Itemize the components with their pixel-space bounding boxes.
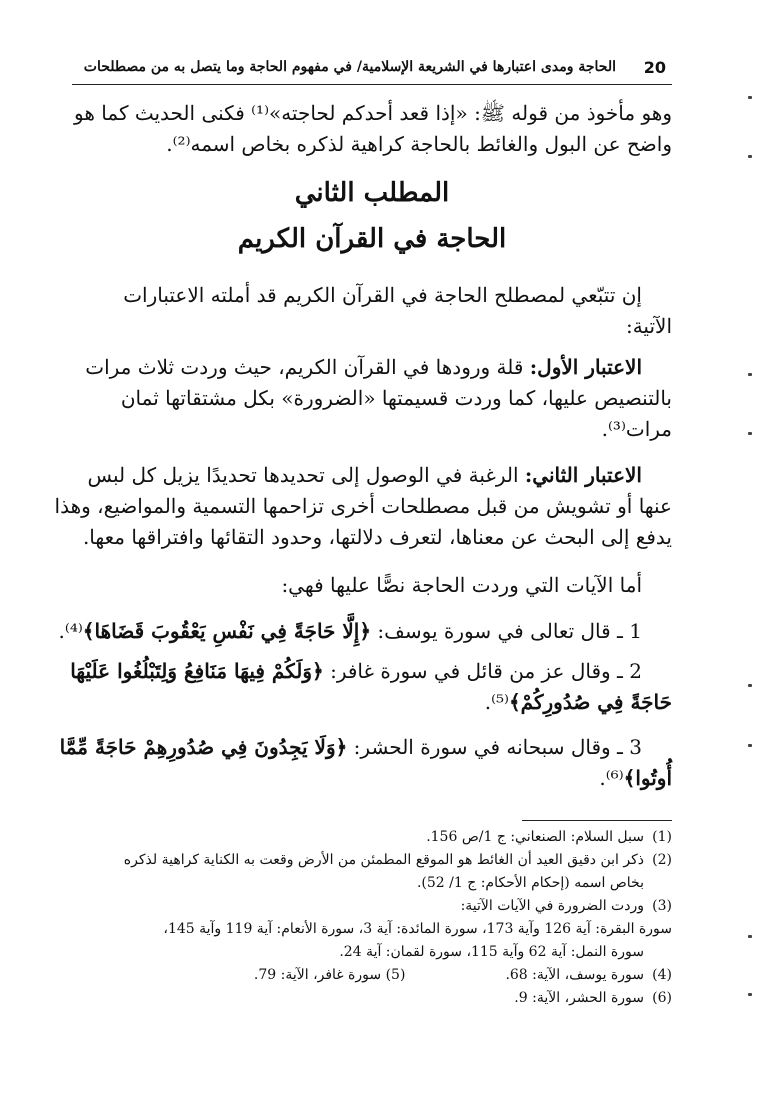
- section-subtitle: الحاجة في القرآن الكريم: [237, 224, 507, 254]
- footnote-6: [72, 987, 672, 1010]
- paragraph-3: [54, 460, 672, 553]
- footnote-3-cont-2: سورة النمل: آية 62 وآية 115، سورة لقمان: آية 24.: [339, 944, 644, 960]
- footnote-number: (4): [652, 967, 672, 983]
- footnote-number: (6): [652, 990, 672, 1006]
- p3-line-1-text: الرغبة في الوصول إلى تحديدها تحديدًا يزيل كل لبس: [87, 463, 525, 487]
- verse-2: [72, 656, 672, 718]
- p2-line-1: [72, 352, 672, 383]
- p3-label: الاعتبار الثاني:: [524, 463, 642, 487]
- intro-paragraph: [72, 98, 672, 160]
- footnote-text: سورة يوسف، الآية: 68.: [505, 967, 644, 983]
- footnote-3-cont-1: سورة البقرة: آية 126 وآية 173، سورة المائدة: آية 3، سورة الأنعام: آية 119 وآية 145،: [163, 921, 672, 937]
- verse-2-line-2: [72, 687, 672, 718]
- verse-3-line-1: [59, 732, 672, 763]
- footnotes: [72, 826, 672, 1010]
- margin-mark: [748, 684, 752, 687]
- p2-line-1-text: قلة ورودها في القرآن الكريم، حيث وردت ثلاث مرات: [85, 355, 530, 379]
- p3-line-3: يدفع إلى البحث عن معناها، لتعرف دلالتها، وحدود التقائها وافتراقها معها.: [82, 525, 672, 549]
- footnote-text: سورة الحشر، الآية: 9.: [514, 990, 644, 1006]
- verse-3-quote-1: ﴿وَلَا يَجِدُونَ فِي صُدُورِهِمْ حَاجَةً مِّمَّا: [59, 735, 348, 759]
- footnote-2-cont: بخاص اسمه (إحكام الأحكام: ج 1/ 52).: [416, 875, 644, 891]
- verse-3: [59, 732, 672, 794]
- verse-3-line-2: [72, 763, 672, 794]
- verse-2-line-1: [72, 656, 672, 687]
- footnote-1: [72, 826, 672, 849]
- verse-1-intro: 1 ـ قال تعالى في سورة يوسف:: [371, 619, 642, 643]
- margin-mark: [748, 744, 752, 747]
- p2-line-2: بالتنصيص عليها، كما وردت قسيمتها «الضرورة» بكل مشتقاتها ثمان: [120, 386, 672, 410]
- intro-line-1: وهو مأخوذ من قوله ﷺ: «إذا قعد أحدكم لحاجته»⁽¹⁾ فكنى الحديث كما هو: [74, 101, 672, 125]
- paragraph-4: [72, 570, 672, 601]
- verse-1: [58, 616, 672, 647]
- intro-line-2: واضح عن البول والغائط بالحاجة كراهية لذكره بخاص اسمه⁽²⁾.: [166, 132, 672, 156]
- footnote-text: وردت الضرورة في الآيات الآتية:: [460, 898, 644, 914]
- footnote-2: [72, 849, 672, 872]
- p3-line-2: عنها أو تشويش من قبل مصطلحات أخرى تزاحمها التسمية والمواضيع، وهذا: [54, 494, 672, 518]
- running-title: الحاجة ومدى اعتبارها في الشريعة الإسلامية/ في مفهوم الحاجة وما يتصل به من مصطلحات: [83, 59, 616, 75]
- footnote-divider: [522, 820, 672, 821]
- verse-2-ref: ⁽⁵⁾.: [484, 690, 509, 714]
- footnote-number: (1): [652, 829, 672, 845]
- verse-3-quote-2: أُوتُوا﴾: [623, 766, 672, 790]
- p3-line-1: [72, 460, 672, 491]
- footnote-number: (3): [652, 898, 672, 914]
- footnote-3: [72, 895, 672, 918]
- verse-2-intro: 2 ـ وقال عز من قائل في سورة غافر:: [323, 659, 642, 683]
- margin-mark: [748, 935, 752, 938]
- margin-mark: [748, 155, 752, 158]
- page-number: 20: [643, 58, 666, 77]
- running-header: [72, 56, 672, 85]
- verse-3-ref: ⁽⁶⁾.: [599, 766, 624, 790]
- margin-mark: [748, 432, 752, 435]
- verse-2-quote-1: ﴿وَلَكُمْ فِيهَا مَنَافِعُ وَلِتَبْلُغُوا عَلَيْهَا: [70, 659, 324, 683]
- footnote-4-5: [72, 964, 672, 987]
- p4-line-1: أما الآيات التي وردت الحاجة نصًّا عليها فهي:: [281, 573, 642, 597]
- paragraph-2: [72, 352, 672, 445]
- margin-mark: [748, 96, 752, 99]
- verse-1-quote: ﴿إِلَّا حَاجَةً فِي نَفْسِ يَعْقُوبَ قَضَاهَا﴾: [82, 619, 372, 643]
- p2-label: الاعتبار الأول:: [529, 355, 642, 379]
- verse-1-ref: ⁽⁴⁾.: [58, 619, 83, 643]
- p1-line-2: الآتية:: [625, 314, 672, 338]
- section-title: المطلب الثاني: [294, 178, 450, 208]
- margin-mark: [748, 373, 752, 376]
- footnote-number: (2): [652, 852, 672, 868]
- footnote-number: (5): [385, 967, 406, 983]
- p1-line-1: إن تتبّعي لمصطلح الحاجة في القرآن الكريم قد أملته الاعتبارات: [123, 283, 642, 307]
- footnote-text: ذكر ابن دقيق العيد أن الغائط هو الموقع المطمئن من الأرض وقعت به الكناية كراهية لذكره: [123, 852, 644, 868]
- p2-line-3: مرات⁽³⁾.: [601, 417, 672, 441]
- verse-3-intro: 3 ـ وقال سبحانه في سورة الحشر:: [347, 735, 642, 759]
- footnote-text: سورة غافر، الآية: 79.: [253, 967, 382, 983]
- margin-mark: [748, 993, 752, 996]
- paragraph-1: [72, 280, 672, 342]
- verse-2-quote-2: حَاجَةً فِي صُدُورِكُمْ﴾: [508, 690, 672, 714]
- footnote-text: سبل السلام: الصنعاني: ج 1/ص 156.: [426, 829, 644, 845]
- verse-1-line-1: [58, 616, 672, 647]
